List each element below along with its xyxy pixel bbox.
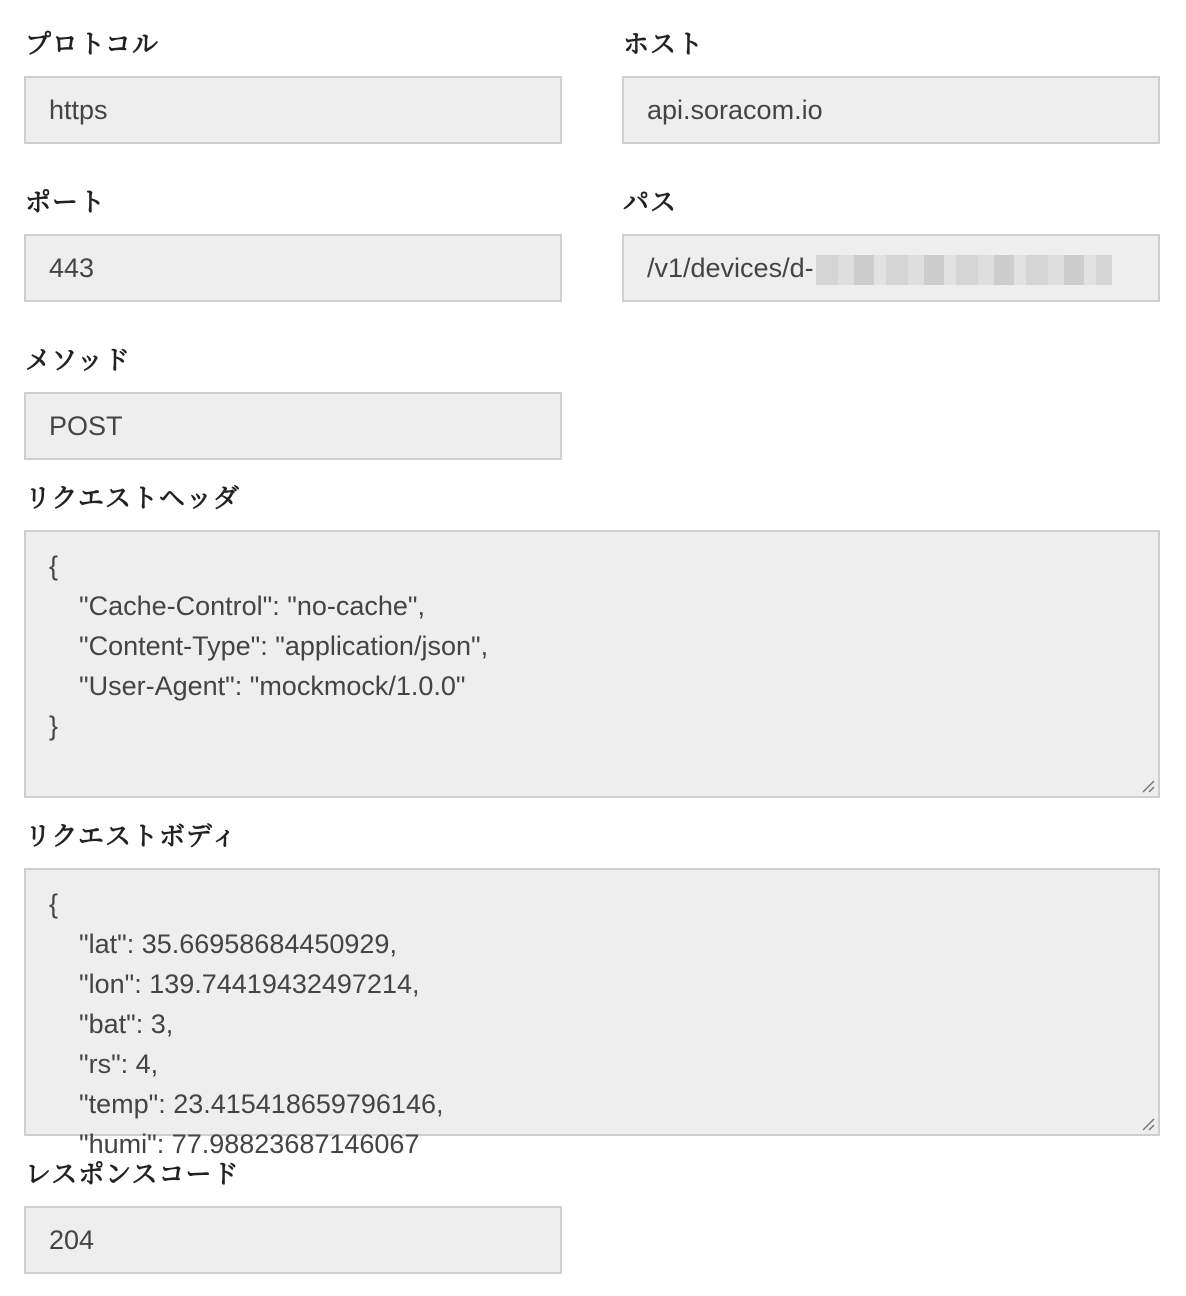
redacted-device-id bbox=[816, 255, 1112, 285]
method-label: メソッド bbox=[25, 346, 131, 376]
code-line: "lon": 139.74419432497214, bbox=[49, 969, 420, 999]
request-header-label: リクエストヘッダ bbox=[25, 484, 240, 514]
path-label: パス bbox=[623, 188, 678, 218]
code-line: { bbox=[49, 889, 59, 919]
code-line: "lat": 35.66958684450929, bbox=[49, 929, 397, 959]
resize-handle-icon[interactable] bbox=[1139, 777, 1155, 793]
request-body-textarea[interactable] bbox=[24, 868, 1160, 1159]
path-input[interactable] bbox=[622, 234, 1160, 302]
code-line: "humi": 77.98823687146067 bbox=[49, 1129, 420, 1159]
host-input[interactable]: api.soracom.io bbox=[622, 76, 1160, 144]
request-header-textarea[interactable] bbox=[24, 530, 1160, 798]
code-line: } bbox=[49, 711, 59, 741]
code-line: "User-Agent": "mockmock/1.0.0" bbox=[49, 671, 466, 701]
code-line: { bbox=[49, 551, 59, 581]
code-line: "bat": 3, bbox=[49, 1009, 174, 1039]
protocol-input[interactable]: https bbox=[24, 76, 562, 144]
port-label: ポート bbox=[25, 188, 107, 218]
code-line: "Cache-Control": "no-cache", bbox=[49, 591, 425, 621]
code-line: "rs": 4, bbox=[49, 1049, 159, 1079]
response-code-label: レスポンスコード bbox=[25, 1160, 240, 1190]
host-label: ホスト bbox=[623, 30, 705, 60]
port-input[interactable]: 443 bbox=[24, 234, 562, 302]
code-line: "Content-Type": "application/json", bbox=[49, 631, 489, 661]
protocol-label: プロトコル bbox=[25, 30, 159, 60]
path-value: /v1/devices/d- bbox=[647, 253, 814, 283]
resize-handle-icon[interactable] bbox=[1139, 1115, 1155, 1131]
request-body-label: リクエストボディ bbox=[25, 822, 238, 852]
method-input[interactable]: POST bbox=[24, 392, 562, 460]
response-code-input[interactable]: 204 bbox=[24, 1206, 562, 1274]
code-line: "temp": 23.415418659796146, bbox=[49, 1089, 444, 1119]
